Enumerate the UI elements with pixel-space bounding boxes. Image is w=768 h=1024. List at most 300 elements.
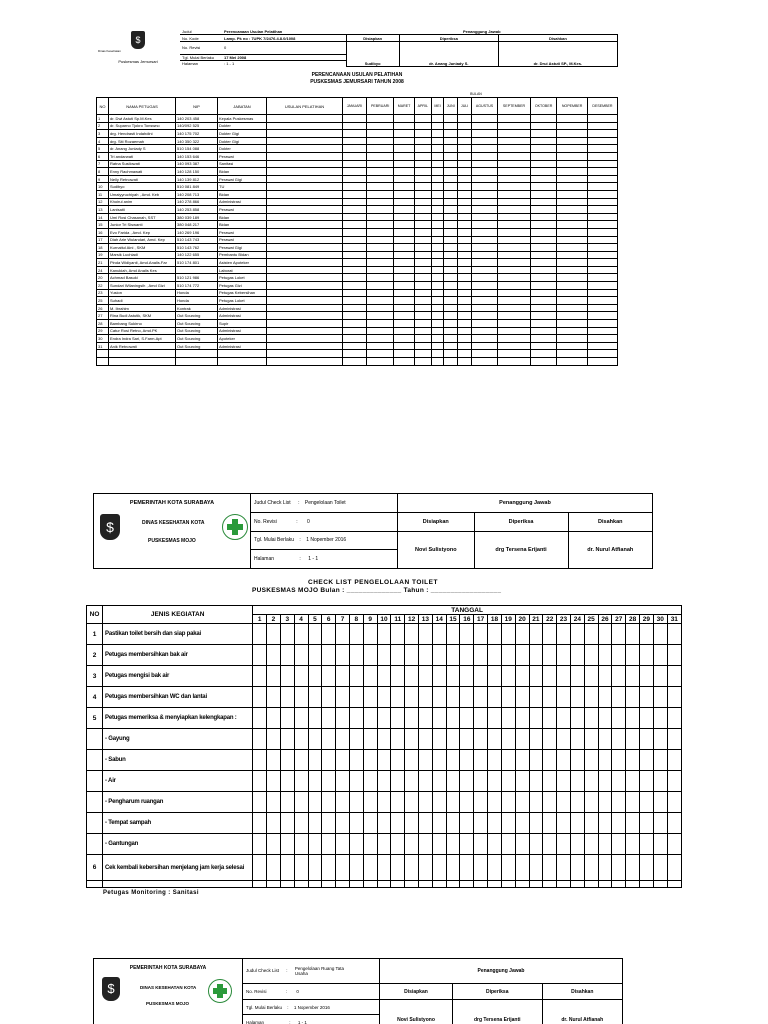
empty-cell[interactable] <box>414 160 431 168</box>
empty-cell[interactable] <box>431 206 443 214</box>
empty-cell[interactable] <box>471 312 497 320</box>
empty-cell[interactable] <box>498 350 531 358</box>
check-cell[interactable] <box>653 813 667 834</box>
empty-cell[interactable] <box>394 289 414 297</box>
check-cell[interactable] <box>377 687 391 708</box>
check-cell[interactable] <box>419 624 433 645</box>
check-cell[interactable] <box>253 834 267 855</box>
check-cell[interactable] <box>363 666 377 687</box>
empty-cell[interactable] <box>458 335 471 343</box>
empty-cell[interactable] <box>267 327 343 335</box>
empty-cell[interactable] <box>431 160 443 168</box>
check-cell[interactable] <box>460 771 474 792</box>
check-cell[interactable] <box>280 834 294 855</box>
check-cell[interactable] <box>363 708 377 729</box>
empty-cell[interactable] <box>471 221 497 229</box>
empty-cell[interactable] <box>444 335 458 343</box>
check-cell[interactable] <box>446 645 460 666</box>
check-cell[interactable] <box>432 771 446 792</box>
empty-cell[interactable] <box>587 190 617 198</box>
check-cell[interactable] <box>474 687 488 708</box>
check-cell[interactable] <box>322 834 336 855</box>
empty-cell[interactable] <box>530 168 557 176</box>
empty-cell[interactable] <box>587 320 617 328</box>
empty-cell[interactable] <box>530 183 557 191</box>
empty-cell[interactable] <box>530 221 557 229</box>
check-cell[interactable] <box>640 624 654 645</box>
check-cell[interactable] <box>419 771 433 792</box>
empty-cell[interactable] <box>530 190 557 198</box>
check-cell[interactable] <box>543 792 557 813</box>
check-cell[interactable] <box>557 834 571 855</box>
empty-cell[interactable] <box>530 198 557 206</box>
check-cell[interactable] <box>460 750 474 771</box>
empty-cell[interactable] <box>444 297 458 305</box>
empty-cell[interactable] <box>444 312 458 320</box>
empty-cell[interactable] <box>394 137 414 145</box>
empty-cell[interactable] <box>458 282 471 290</box>
empty-cell[interactable] <box>530 266 557 274</box>
check-cell[interactable] <box>653 708 667 729</box>
empty-cell[interactable] <box>557 145 588 153</box>
check-cell[interactable] <box>460 708 474 729</box>
empty-cell[interactable] <box>530 122 557 130</box>
check-cell[interactable] <box>598 771 612 792</box>
empty-cell[interactable] <box>431 342 443 350</box>
check-cell[interactable] <box>626 813 640 834</box>
check-cell[interactable] <box>419 729 433 750</box>
check-cell[interactable] <box>349 771 363 792</box>
empty-cell[interactable] <box>414 327 431 335</box>
empty-cell[interactable] <box>366 190 394 198</box>
empty-cell[interactable] <box>366 183 394 191</box>
empty-cell[interactable] <box>366 130 394 138</box>
check-cell[interactable] <box>267 813 281 834</box>
empty-cell[interactable] <box>267 266 343 274</box>
check-cell[interactable] <box>626 855 640 881</box>
check-cell[interactable] <box>377 771 391 792</box>
check-cell[interactable] <box>460 813 474 834</box>
check-cell[interactable] <box>584 771 598 792</box>
empty-cell[interactable] <box>587 350 617 358</box>
empty-cell[interactable] <box>458 183 471 191</box>
check-cell[interactable] <box>391 708 405 729</box>
empty-cell[interactable] <box>267 244 343 252</box>
empty-cell[interactable] <box>267 145 343 153</box>
empty-cell[interactable] <box>366 175 394 183</box>
check-cell[interactable] <box>488 792 502 813</box>
empty-cell[interactable] <box>267 206 343 214</box>
empty-cell[interactable] <box>394 297 414 305</box>
check-cell[interactable] <box>391 792 405 813</box>
empty-cell[interactable] <box>587 145 617 153</box>
empty-cell[interactable] <box>444 160 458 168</box>
empty-cell[interactable] <box>458 274 471 282</box>
empty-cell[interactable] <box>557 274 588 282</box>
check-cell[interactable] <box>349 645 363 666</box>
check-cell[interactable] <box>557 624 571 645</box>
check-cell[interactable] <box>667 645 681 666</box>
empty-cell[interactable] <box>366 274 394 282</box>
empty-cell[interactable] <box>498 259 531 267</box>
check-cell[interactable] <box>405 750 419 771</box>
check-cell[interactable] <box>432 834 446 855</box>
empty-cell[interactable] <box>498 320 531 328</box>
empty-cell[interactable] <box>458 320 471 328</box>
empty-cell[interactable] <box>343 236 367 244</box>
check-cell[interactable] <box>640 813 654 834</box>
check-cell[interactable] <box>474 855 488 881</box>
check-cell[interactable] <box>529 666 543 687</box>
empty-cell[interactable] <box>557 115 588 123</box>
check-cell[interactable] <box>667 687 681 708</box>
check-cell[interactable] <box>584 881 598 888</box>
check-cell[interactable] <box>612 687 626 708</box>
check-cell[interactable] <box>612 729 626 750</box>
check-cell[interactable] <box>336 750 350 771</box>
check-cell[interactable] <box>294 708 308 729</box>
check-cell[interactable] <box>529 834 543 855</box>
empty-cell[interactable] <box>431 251 443 259</box>
check-cell[interactable] <box>391 771 405 792</box>
check-cell[interactable] <box>653 855 667 881</box>
check-cell[interactable] <box>460 624 474 645</box>
empty-cell[interactable] <box>414 297 431 305</box>
empty-cell[interactable] <box>366 327 394 335</box>
check-cell[interactable] <box>322 855 336 881</box>
empty-cell[interactable] <box>587 160 617 168</box>
empty-cell[interactable] <box>530 160 557 168</box>
check-cell[interactable] <box>626 666 640 687</box>
empty-cell[interactable] <box>498 244 531 252</box>
check-cell[interactable] <box>598 855 612 881</box>
empty-cell[interactable] <box>498 130 531 138</box>
check-cell[interactable] <box>501 624 515 645</box>
check-cell[interactable] <box>363 645 377 666</box>
empty-cell[interactable] <box>394 115 414 123</box>
empty-cell[interactable] <box>458 145 471 153</box>
check-cell[interactable] <box>570 855 584 881</box>
empty-cell[interactable] <box>471 137 497 145</box>
check-cell[interactable] <box>557 813 571 834</box>
check-cell[interactable] <box>640 771 654 792</box>
check-cell[interactable] <box>529 687 543 708</box>
empty-cell[interactable] <box>530 115 557 123</box>
check-cell[interactable] <box>322 813 336 834</box>
empty-cell[interactable] <box>557 335 588 343</box>
empty-cell[interactable] <box>414 358 431 366</box>
check-cell[interactable] <box>419 666 433 687</box>
empty-cell[interactable] <box>366 320 394 328</box>
empty-cell[interactable] <box>267 160 343 168</box>
check-cell[interactable] <box>432 881 446 888</box>
check-cell[interactable] <box>667 729 681 750</box>
check-cell[interactable] <box>336 855 350 881</box>
empty-cell[interactable] <box>557 175 588 183</box>
check-cell[interactable] <box>363 750 377 771</box>
empty-cell[interactable] <box>414 175 431 183</box>
empty-cell[interactable] <box>431 115 443 123</box>
check-cell[interactable] <box>515 855 529 881</box>
check-cell[interactable] <box>612 645 626 666</box>
empty-cell[interactable] <box>471 274 497 282</box>
check-cell[interactable] <box>640 834 654 855</box>
check-cell[interactable] <box>377 624 391 645</box>
empty-cell[interactable] <box>557 160 588 168</box>
check-cell[interactable] <box>267 834 281 855</box>
check-cell[interactable] <box>267 750 281 771</box>
empty-cell[interactable] <box>458 221 471 229</box>
empty-cell[interactable] <box>587 274 617 282</box>
check-cell[interactable] <box>267 687 281 708</box>
check-cell[interactable] <box>515 881 529 888</box>
check-cell[interactable] <box>570 729 584 750</box>
check-cell[interactable] <box>626 750 640 771</box>
empty-cell[interactable] <box>343 327 367 335</box>
check-cell[interactable] <box>543 855 557 881</box>
empty-cell[interactable] <box>267 130 343 138</box>
empty-cell[interactable] <box>498 327 531 335</box>
check-cell[interactable] <box>557 750 571 771</box>
empty-cell[interactable] <box>267 320 343 328</box>
check-cell[interactable] <box>405 771 419 792</box>
check-cell[interactable] <box>653 624 667 645</box>
empty-cell[interactable] <box>394 312 414 320</box>
check-cell[interactable] <box>543 624 557 645</box>
empty-cell[interactable] <box>498 236 531 244</box>
check-cell[interactable] <box>584 708 598 729</box>
check-cell[interactable] <box>391 687 405 708</box>
empty-cell[interactable] <box>394 168 414 176</box>
empty-cell[interactable] <box>444 152 458 160</box>
check-cell[interactable] <box>446 666 460 687</box>
check-cell[interactable] <box>336 771 350 792</box>
check-cell[interactable] <box>612 750 626 771</box>
check-cell[interactable] <box>612 624 626 645</box>
check-cell[interactable] <box>640 687 654 708</box>
check-cell[interactable] <box>460 834 474 855</box>
check-cell[interactable] <box>529 729 543 750</box>
check-cell[interactable] <box>543 729 557 750</box>
empty-cell[interactable] <box>530 342 557 350</box>
check-cell[interactable] <box>612 666 626 687</box>
empty-cell[interactable] <box>530 228 557 236</box>
empty-cell[interactable] <box>458 122 471 130</box>
empty-cell[interactable] <box>366 251 394 259</box>
empty-cell[interactable] <box>366 244 394 252</box>
empty-cell[interactable] <box>471 335 497 343</box>
check-cell[interactable] <box>308 624 322 645</box>
empty-cell[interactable] <box>366 236 394 244</box>
empty-cell[interactable] <box>267 198 343 206</box>
empty-cell[interactable] <box>587 236 617 244</box>
check-cell[interactable] <box>529 881 543 888</box>
check-cell[interactable] <box>515 645 529 666</box>
empty-cell[interactable] <box>267 228 343 236</box>
check-cell[interactable] <box>391 834 405 855</box>
check-cell[interactable] <box>363 881 377 888</box>
empty-cell[interactable] <box>587 183 617 191</box>
empty-cell[interactable] <box>471 244 497 252</box>
empty-cell[interactable] <box>267 137 343 145</box>
check-cell[interactable] <box>446 729 460 750</box>
empty-cell[interactable] <box>557 259 588 267</box>
empty-cell[interactable] <box>343 183 367 191</box>
empty-cell[interactable] <box>530 312 557 320</box>
check-cell[interactable] <box>322 624 336 645</box>
check-cell[interactable] <box>640 792 654 813</box>
check-cell[interactable] <box>488 771 502 792</box>
check-cell[interactable] <box>626 881 640 888</box>
empty-cell[interactable] <box>366 304 394 312</box>
empty-cell[interactable] <box>557 130 588 138</box>
empty-cell[interactable] <box>414 266 431 274</box>
check-cell[interactable] <box>253 771 267 792</box>
empty-cell[interactable] <box>557 266 588 274</box>
empty-cell[interactable] <box>530 289 557 297</box>
check-cell[interactable] <box>267 855 281 881</box>
empty-cell[interactable] <box>530 259 557 267</box>
empty-cell[interactable] <box>431 190 443 198</box>
check-cell[interactable] <box>377 645 391 666</box>
check-cell[interactable] <box>336 666 350 687</box>
check-cell[interactable] <box>640 855 654 881</box>
check-cell[interactable] <box>419 855 433 881</box>
check-cell[interactable] <box>612 881 626 888</box>
check-cell[interactable] <box>405 729 419 750</box>
empty-cell[interactable] <box>414 274 431 282</box>
check-cell[interactable] <box>446 834 460 855</box>
empty-cell[interactable] <box>557 297 588 305</box>
empty-cell[interactable] <box>587 335 617 343</box>
empty-cell[interactable] <box>267 350 343 358</box>
check-cell[interactable] <box>280 855 294 881</box>
empty-cell[interactable] <box>414 304 431 312</box>
check-cell[interactable] <box>460 729 474 750</box>
empty-cell[interactable] <box>530 137 557 145</box>
empty-cell[interactable] <box>498 190 531 198</box>
empty-cell[interactable] <box>176 358 218 366</box>
empty-cell[interactable] <box>458 259 471 267</box>
empty-cell[interactable] <box>267 168 343 176</box>
empty-cell[interactable] <box>471 213 497 221</box>
empty-cell[interactable] <box>267 251 343 259</box>
check-cell[interactable] <box>667 881 681 888</box>
empty-cell[interactable] <box>414 152 431 160</box>
empty-cell[interactable] <box>471 145 497 153</box>
empty-cell[interactable] <box>498 115 531 123</box>
empty-cell[interactable] <box>458 206 471 214</box>
empty-cell[interactable] <box>414 228 431 236</box>
check-cell[interactable] <box>529 792 543 813</box>
empty-cell[interactable] <box>530 251 557 259</box>
empty-cell[interactable] <box>343 145 367 153</box>
empty-cell[interactable] <box>366 168 394 176</box>
empty-cell[interactable] <box>557 251 588 259</box>
empty-cell[interactable] <box>414 198 431 206</box>
empty-cell[interactable] <box>530 152 557 160</box>
check-cell[interactable] <box>543 750 557 771</box>
empty-cell[interactable] <box>587 282 617 290</box>
check-cell[interactable] <box>322 645 336 666</box>
empty-cell[interactable] <box>530 274 557 282</box>
empty-cell[interactable] <box>431 175 443 183</box>
check-cell[interactable] <box>432 792 446 813</box>
empty-cell[interactable] <box>366 115 394 123</box>
check-cell[interactable] <box>377 813 391 834</box>
empty-cell[interactable] <box>458 190 471 198</box>
empty-cell[interactable] <box>471 289 497 297</box>
empty-cell[interactable] <box>394 152 414 160</box>
empty-cell[interactable] <box>431 228 443 236</box>
empty-cell[interactable] <box>343 266 367 274</box>
check-cell[interactable] <box>308 813 322 834</box>
empty-cell[interactable] <box>394 130 414 138</box>
check-cell[interactable] <box>349 750 363 771</box>
check-cell[interactable] <box>584 729 598 750</box>
check-cell[interactable] <box>653 881 667 888</box>
empty-cell[interactable] <box>431 236 443 244</box>
check-cell[interactable] <box>419 834 433 855</box>
check-cell[interactable] <box>377 708 391 729</box>
empty-cell[interactable] <box>394 145 414 153</box>
empty-cell[interactable] <box>458 152 471 160</box>
empty-cell[interactable] <box>343 342 367 350</box>
empty-cell[interactable] <box>458 213 471 221</box>
check-cell[interactable] <box>570 624 584 645</box>
empty-cell[interactable] <box>471 304 497 312</box>
empty-cell[interactable] <box>366 312 394 320</box>
empty-cell[interactable] <box>414 350 431 358</box>
check-cell[interactable] <box>598 750 612 771</box>
check-cell[interactable] <box>377 792 391 813</box>
check-cell[interactable] <box>405 834 419 855</box>
empty-cell[interactable] <box>267 236 343 244</box>
empty-cell[interactable] <box>444 175 458 183</box>
check-cell[interactable] <box>488 881 502 888</box>
check-cell[interactable] <box>280 645 294 666</box>
empty-cell[interactable] <box>414 115 431 123</box>
check-cell[interactable] <box>363 729 377 750</box>
empty-cell[interactable] <box>530 335 557 343</box>
check-cell[interactable] <box>529 708 543 729</box>
check-cell[interactable] <box>405 687 419 708</box>
check-cell[interactable] <box>667 792 681 813</box>
check-cell[interactable] <box>363 624 377 645</box>
empty-cell[interactable] <box>498 335 531 343</box>
empty-cell[interactable] <box>471 115 497 123</box>
empty-cell[interactable] <box>471 342 497 350</box>
empty-cell[interactable] <box>498 228 531 236</box>
empty-cell[interactable] <box>414 190 431 198</box>
empty-cell[interactable] <box>431 358 443 366</box>
check-cell[interactable] <box>432 729 446 750</box>
check-cell[interactable] <box>501 813 515 834</box>
empty-cell[interactable] <box>366 358 394 366</box>
check-cell[interactable] <box>446 771 460 792</box>
empty-cell[interactable] <box>431 297 443 305</box>
check-cell[interactable] <box>612 813 626 834</box>
check-cell[interactable] <box>280 624 294 645</box>
empty-cell[interactable] <box>444 282 458 290</box>
check-cell[interactable] <box>598 881 612 888</box>
empty-cell[interactable] <box>458 289 471 297</box>
empty-cell[interactable] <box>366 122 394 130</box>
check-cell[interactable] <box>570 645 584 666</box>
empty-cell[interactable] <box>97 350 109 358</box>
empty-cell[interactable] <box>343 251 367 259</box>
check-cell[interactable] <box>460 687 474 708</box>
